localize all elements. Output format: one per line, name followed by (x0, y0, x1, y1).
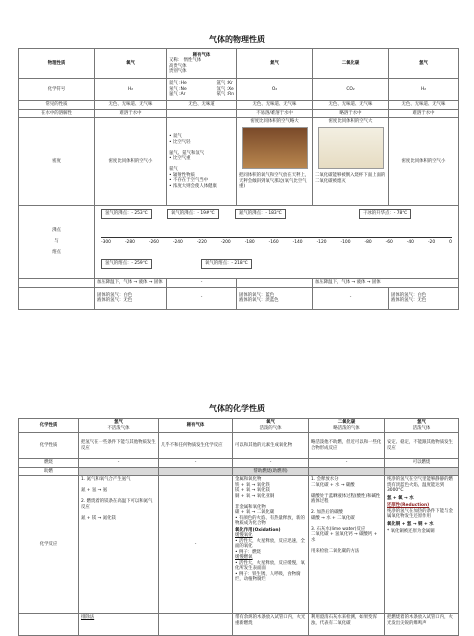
common-co2: 无色、无味道、无气味 (313, 101, 389, 110)
burn-label: 燃烧 (19, 459, 79, 468)
bp-oxygen-box: 氧气的沸点：- 19#℃ (167, 209, 219, 219)
chemical-header-row (19, 419, 459, 433)
solubility-oxygen: 不易溶/难溶于水中 (237, 109, 313, 118)
burn-co2: - (309, 459, 385, 468)
tick: -220 (196, 240, 207, 245)
solubility-nitrogen: 难溶于水中 (95, 109, 167, 118)
support-noble (159, 467, 233, 476)
test-nitrogen: 排除法 (79, 614, 159, 636)
summary-nitrogen: 把氢气在一些条件下能与其他物质发生反应 (79, 433, 159, 459)
physical-header-row (19, 49, 459, 79)
oxygen-reaction-intro: 金属和氧化物 (235, 477, 262, 482)
bp-nitrogen-box: 氮气的沸点：- 183℃ (235, 209, 286, 219)
chem-header-hydrogen-label: 氢气 (417, 420, 426, 425)
chem-sub-oxygen: 活泼的气体 (259, 425, 282, 431)
oxygen-reaction-equations: 铁 + 氧 → 氧化铁 镁 + 氧 → 氧化镁 铜 + 氧 → 氧化亚铜 非金属和氧化物 碳 + 氧 → 二氧化碳 (235, 482, 275, 515)
states-empty (19, 287, 95, 309)
test-hydrogen: 把燃烧着的木条放入试管口内，火光发出尖锐的爆鸣声 (385, 614, 459, 636)
density-noble: • 氦气 • 比空气轻 氩气、氪气和氙气 • 比空气重 氡气 • 辐射性物质 • 不存在于空气当中 • 浓度大则会使人体健康 (167, 118, 237, 206)
tick: -300 (101, 240, 111, 245)
states-nitrogen: 固体的氢气：白色 液体的氢气：无色 (95, 287, 167, 309)
summary-oxygen: 可以和其他的元素生成氧化物 (233, 433, 309, 459)
mp-hydrogen-box: 氢气的熔点：- 259℃ (101, 259, 152, 269)
tick: -60 (385, 240, 393, 245)
chem-header-hydrogen (385, 419, 459, 433)
oxygen-caption: 把同体积的氧气和空气放在天秤上，天秤会倾斜到氧气那边(氧气比空气重) (239, 173, 310, 189)
common-noble: 无色、无味道 (167, 101, 237, 110)
support-oxygen: 帮助燃烧(助燃剂) (233, 467, 309, 476)
reaction-noble: - (159, 476, 233, 614)
test-empty (19, 614, 79, 636)
phase-empty (19, 279, 95, 288)
summary-label: 化学性质 (19, 433, 79, 459)
test-noble (159, 614, 233, 636)
tick: -40 (406, 240, 414, 245)
oxygen-reaction-note: • 有颜色的火焰、有热量释放，新的物质成为化合物 (235, 515, 305, 526)
physical-table (18, 48, 459, 310)
test-oxygen: 带有余烬的木条放入试管口内，火光重新燃烧 (233, 614, 309, 636)
chem-sub-co2: 略活泼的气体 (333, 425, 360, 431)
tick: -140 (292, 240, 303, 245)
temperature-scale-cell (95, 206, 459, 279)
test-co2: 利用澄清石灰水来检测，如果变浑浊，代表有二氧化碳 (309, 614, 385, 636)
density-oxygen (237, 118, 313, 206)
chem-header-noble-label: 稀有气体 (186, 422, 205, 428)
test-row (19, 614, 459, 636)
temperature-scale (97, 207, 456, 277)
tick: -200 (220, 240, 231, 245)
chem-header-noble (159, 419, 233, 433)
noble-aka: 又称： (169, 58, 183, 63)
oxidation-title: 氧化作用(Oxidation) (235, 527, 281, 533)
burn-nitrogen: - (79, 459, 159, 468)
chem-sub-hydrogen: 活泼气体 (412, 425, 431, 431)
density-co2-text: 密度比同体积的空气大 (328, 119, 373, 124)
summary-noble: 几乎不和任何物质发生化学反应 (159, 433, 233, 459)
header-co2: 二氧化碳 (313, 49, 389, 79)
common-hydrogen: 无色、无味道、无气味 (389, 101, 459, 110)
density-nitrogen: 密度比同体积的空气小 (95, 118, 167, 206)
phase-oxygen (237, 279, 313, 288)
tick: -180 (244, 240, 255, 245)
hydrogen-combustion-equation: 氢 + 氧 → 水 (387, 495, 414, 501)
boiling-label (19, 206, 95, 279)
boiling-row (19, 206, 459, 279)
solubility-label: 在水中的溶解性 (19, 109, 95, 118)
solubility-row (19, 109, 459, 118)
oxygen-balance-image (242, 127, 308, 169)
chem-header-nitrogen-label: 氢气 (114, 420, 123, 425)
common-oxygen: 无色、无味道、无气味 (237, 101, 313, 110)
tick: -160 (268, 240, 279, 245)
header-property: 物理性质 (19, 49, 95, 79)
tick: -100 (340, 240, 351, 245)
solubility-noble (167, 109, 237, 118)
formula-row (19, 79, 459, 101)
phase-row (19, 279, 459, 288)
reaction-hydrogen (385, 476, 459, 614)
summary-co2: 略活泼他不助燃，但近可以和一些化合物形成反应 (309, 433, 385, 459)
formula-hydrogen: H₂ (389, 79, 459, 101)
physical-title: 气体的物理性质 (209, 35, 265, 44)
density-co2 (313, 118, 389, 206)
formula-oxygen: O₂ (237, 79, 313, 101)
symbol-he: 氦气 :He (169, 81, 187, 87)
bp-and: 与 (54, 239, 59, 245)
states-hydrogen: 固体的氢气：白色 液体的氢气：无色 (389, 287, 459, 309)
symbol-ne: 氖气 :Ne (169, 86, 187, 92)
noble-title: 稀有气体 (192, 52, 211, 58)
chem-header-oxygen-label: 氧气 (266, 420, 275, 425)
tick: -240 (172, 240, 183, 245)
formula-co2: CO₂ (313, 79, 389, 101)
scale-ticks (101, 240, 452, 246)
support-nitrogen (79, 467, 159, 476)
symbol-ar: 氩气 :Ar (169, 92, 186, 98)
reaction-label: 化学反应 (19, 476, 79, 614)
chemical-title: 气体的化学性质 (209, 404, 265, 413)
states-row (19, 287, 459, 309)
summary-row (19, 433, 459, 459)
mp-oxygen-box: 氧气的熔点：- 218℃ (201, 259, 252, 269)
hydrogen-combustion-text: 纯净的氢气在空气里能够静静的燃烧有淡蓝色火焰，温度能达到3000°C (387, 477, 453, 493)
common-label: 常见的性质 (19, 101, 95, 110)
header-nitrogen: 氧气 (95, 49, 167, 79)
support-hydrogen (385, 467, 459, 476)
phase-note-nitrogen: 加压降温下，气体 → 液体 → 固体 (95, 279, 167, 288)
density-label: 密度 (19, 118, 95, 206)
fast-oxidation-body: • 活性大，火星释放，反应缓慢，氧化所发生表面面 • 例子：铁生锈，人呼吸，食物腐烂，动植物腐烂 (235, 560, 305, 582)
header-noble (167, 49, 237, 79)
states-oxygen: 固体的氧气：蓝色 液体的氧气：淡蓝色 (237, 287, 313, 309)
tick: -20 (427, 240, 436, 245)
formula-nitrogen: H₂ (95, 79, 167, 101)
formula-label: 化学符号 (19, 79, 95, 101)
noble-name-3: 贵别气体 (169, 69, 187, 74)
bp-label: 沸点 (52, 228, 61, 234)
chemical-table (18, 418, 459, 636)
reaction-nitrogen: 1. 氮气和氧气合产生氨气 氮 + 氢 → 氨 2. 燃烧着的镁条在高温下可以和氮气反应 氮 + 镁 → 氮化镁 (79, 476, 159, 614)
tick: -80 (364, 240, 372, 245)
support-row (19, 467, 459, 476)
support-co2 (309, 467, 385, 476)
chem-header-nitrogen (79, 419, 159, 433)
slow-oxidation-body: • 活性大，火星释放，反应迅速，全面的氧化 • 例子：燃烧 (235, 538, 305, 555)
reaction-oxygen (233, 476, 309, 614)
chem-header-co2 (309, 419, 385, 433)
phase-noble: - (167, 279, 237, 288)
header-hydrogen: 氢气 (389, 49, 459, 79)
co2-caption: 二氧化碳能够被倒入烧杯下面上面的二氧化碳被熄灭 (315, 173, 386, 184)
solubility-hydrogen: 难溶于水中 (389, 109, 459, 118)
co2-beaker-image (318, 127, 384, 169)
reaction-row (19, 476, 459, 614)
header-oxygen: 氮气 (237, 49, 313, 79)
reduction-text: 纯净的氢气在加热的条件下能与金属氧化物发生还原作用 (387, 508, 453, 519)
noble-name-2: 高贵气体 (169, 63, 187, 69)
solubility-co2: 略溶于水中 (313, 109, 389, 118)
states-noble: - (167, 287, 237, 309)
burn-oxygen: - (233, 459, 309, 468)
tick: -120 (316, 240, 327, 245)
tick: 0 (449, 240, 452, 245)
formula-noble (167, 79, 237, 101)
reduction-note: * 氧化铜被还原为金属铜 (387, 529, 435, 534)
common-nitrogen: 无色、无味道、无气味 (95, 101, 167, 110)
fast-oxidation-title: 缓慢燃氧 (235, 555, 253, 560)
symbol-xe: 氙气 :Xe (216, 86, 234, 92)
burn-row (19, 459, 459, 468)
phase-note-co2: 加压降温下，气体 → 液体 → 固体 (313, 279, 459, 288)
density-hydrogen: 密度比同体积的空气小 (389, 118, 459, 206)
common-row (19, 101, 459, 110)
tick: -260 (148, 240, 159, 245)
reaction-co2: 1. 会释放水分 二氧化碳 + 水 → 碳酸 碳酸处于蓝晒液体过程(酸性)和碱性液体过程 2. 加热后的碳酸 碳酸 → 水 + 二氧化碳 3. 石灰水(lime water)反应 二氧化碳 + 氢氧化钙 → 碳酸钙 + 水 用来检验二氧化碳的方法 (309, 476, 385, 614)
burn-noble: - (159, 459, 233, 468)
density-row (19, 118, 459, 206)
support-label: 助燃 (19, 467, 79, 476)
burn-hydrogen: 可以燃烧 (385, 459, 459, 468)
density-oxygen-text: 密度比同体积的空气略大 (250, 119, 299, 124)
mp-label: 熔点 (52, 250, 61, 256)
chem-header-co2-label: 二氧化碳 (337, 420, 356, 425)
symbol-kr: 氪气 :Kr (216, 81, 233, 87)
chem-header-property: 化学性质 (19, 419, 79, 433)
scale-axis (101, 237, 452, 238)
summary-hydrogen: 安定、稳定，不能跟其他物质发生反应 (385, 433, 459, 459)
chem-sub-nitrogen: 不活泼气体 (107, 425, 130, 431)
reduction-equation: 氧化铜 + 氢 → 铜 + 水 (387, 521, 434, 527)
symbol-rn: 氡气 :Rn (216, 92, 234, 98)
states-co2: - (313, 287, 389, 309)
reduction-title: 还原性(Reduction) (387, 503, 430, 508)
bp-hydrogen-box: 氢气的沸点：- 253℃ (101, 209, 152, 219)
noble-name-1: 惰性气体 (183, 58, 202, 63)
tick: -280 (124, 240, 135, 245)
slow-oxidation-title: 缓慢氧化 (235, 533, 253, 538)
bp-co2-box: 干冰的升华点：- 78℃ (359, 209, 411, 219)
chem-header-oxygen (233, 419, 309, 433)
